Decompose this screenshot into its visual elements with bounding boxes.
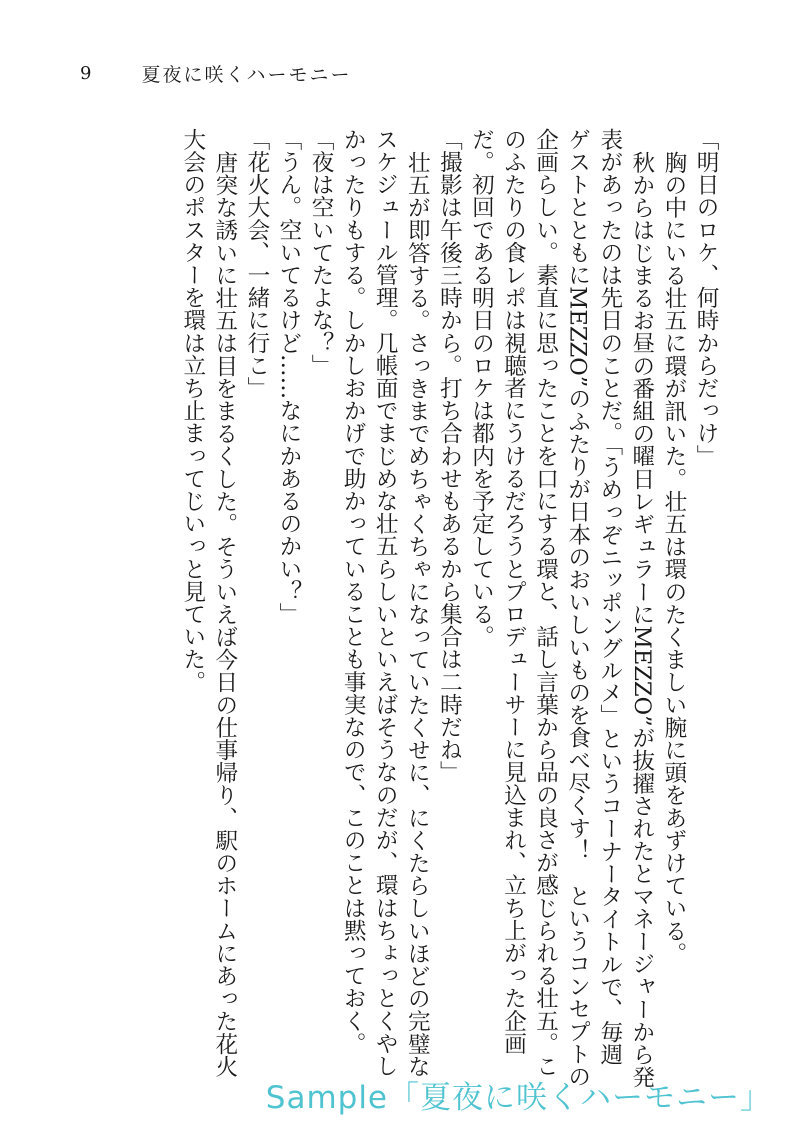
dialogue-paragraph: 「撮影は午後三時から。打ち合わせもあるから集合は二時だね」 bbox=[436, 128, 463, 784]
dialogue-paragraph: 「明日のロケ、何時からだっけ」 bbox=[693, 128, 719, 467]
page-number: 9 bbox=[80, 62, 94, 84]
narration-paragraph: 唐突な誘いに壮五は目をまるくした。そういえば今日の仕事帰り、駅のホームにあった花火大会のポスターを環は立ち止まってじいっと見ていた。 bbox=[179, 128, 238, 1078]
narration-paragraph: 胸の中にいる壮五に環が訊いた。壮五は環のたくましい腕に頭をあずけている。 bbox=[660, 150, 687, 965]
dialogue-paragraph: 「うん。空いてるけど……なにかあるのかい？」 bbox=[275, 128, 302, 626]
narration-paragraph: 秋からはじまるお昼の番組の曜日レギュラーにMEZZO”が抜擢されたとマネージャーから発表があったのは先日のことだ。「うめっぞニッポングルメ」というコーナータイトルで、毎週ゲストとともにMEZZO”のふたりが日本のおいしいものを食べ尽くす！ というコンセプトの企画らしい。素直に思ったことを口にする環と、話し言葉から品の良さが感じられる壮五。このふたりの食レポは視聴者にうけるだろうとプロデューサーに見込まれ、立ち上がった企画だ。初回である明日のロケは都内を予定している。 bbox=[468, 128, 655, 1088]
running-title: 夏夜に咲くハーモニー bbox=[141, 63, 352, 86]
novel-body-text bbox=[62, 128, 722, 1088]
narration-paragraph: 壮五が即答する。さっきまでめちゃくちゃになっていたくせに、にくたらしいほどの完璧なスケジュール管理。几帳面でまじめな壮五らしいといえばそうなのだが、環はちょっとくやしかったりもする。しかしおかげで助かっていることも事実なので、このことは黙っておく。 bbox=[340, 128, 431, 1078]
running-header bbox=[80, 58, 351, 88]
dialogue-paragraph: 「花火大会、一緒に行こ」 bbox=[243, 128, 270, 400]
dialogue-paragraph: 「夜は空いてたよな？」 bbox=[308, 128, 335, 377]
sample-watermark: Sample「夏夜に咲くハーモニー」 bbox=[265, 1080, 772, 1116]
